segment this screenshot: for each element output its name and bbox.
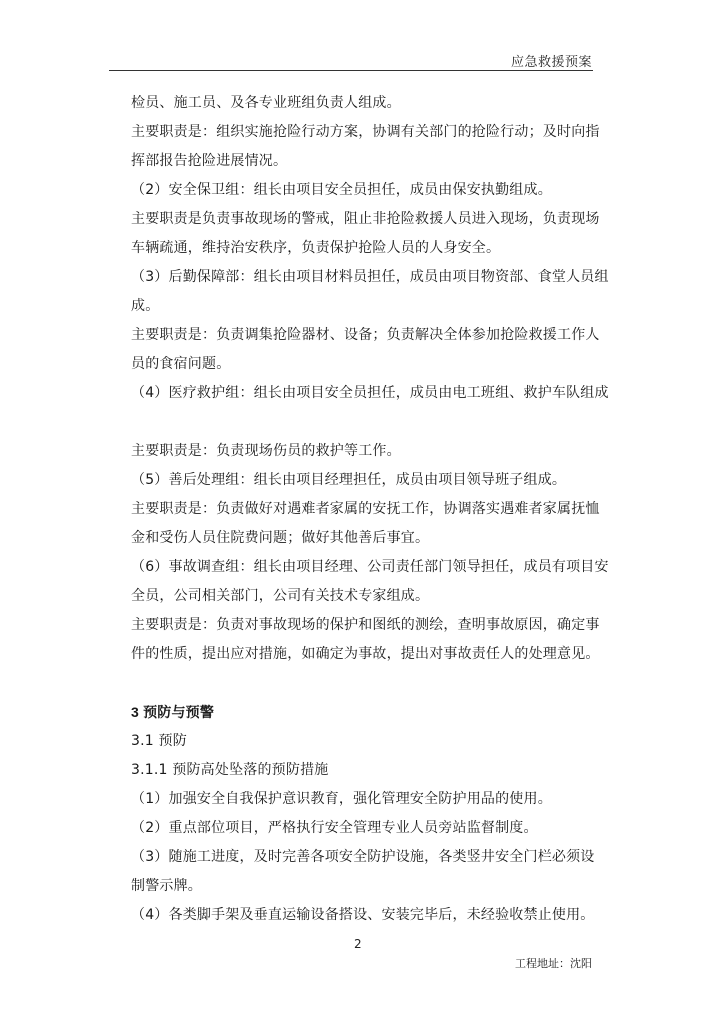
text-line: 件的性质，提出应对措施，如确定为事故，提出对事故责任人的处理意见。 [131, 646, 600, 662]
header-title: 应急救援预案 [510, 55, 592, 70]
subsection-heading: 3.1 预防 [131, 733, 187, 749]
text-line: （3）随施工进度，及时完善各项安全防护设施，各类竖井安全门栏必须设 [131, 849, 595, 865]
text-line: 金和受伤人员住院费问题；做好其他善后事宜。 [131, 530, 430, 546]
text-line: 成。 [131, 298, 160, 314]
text-line: 主要职责是：负责对事故现场的保护和图纸的测绘，查明事故原因，确定事 [131, 617, 600, 633]
section-heading: 3 预防与预警 [131, 704, 215, 720]
text-line: 车辆疏通，维持治安秩序，负责保护抢险人员的人身安全。 [131, 240, 501, 256]
text-line: （2）安全保卫组：组长由项目安全员担任，成员由保安执勤组成。 [131, 182, 552, 198]
text-line: （4）医疗救护组：组长由项目安全员担任，成员由电工班组、救护车队组成 [131, 385, 609, 401]
text-line: 主要职责是负责事故现场的警戒，阻止非抢险救援人员进入现场，负责现场 [131, 211, 600, 227]
text-line: （5）善后处理组：组长由项目经理担任，成员由项目领导班子组成。 [131, 472, 567, 488]
text-line: 主要职责是：负责调集抢险器材、设备；负责解决全体参加抢险救援工作人 [131, 327, 600, 343]
text-line: （1）加强安全自我保护意识教育，强化管理安全防护用品的使用。 [131, 791, 552, 807]
text-line: 全员，公司相关部门，公司有关技术专家组成。 [131, 588, 430, 604]
text-line: （6）事故调查组：组长由项目经理、公司责任部门领导担任，成员有项目安 [131, 559, 609, 575]
blank-line [131, 408, 615, 437]
page-number: 2 [354, 937, 362, 951]
subsection-heading: 3.1.1 预防高处坠落的预防措施 [131, 762, 329, 778]
text-line: （2）重点部位项目，严格执行安全管理专业人员旁站监督制度。 [131, 820, 538, 836]
text-line: 主要职责是：负责做好对遇难者家属的安抚工作，协调落实遇难者家属抚恤 [131, 501, 600, 517]
footer-address: 工程地址：沈阳 [515, 957, 592, 970]
text-line: 主要职责是：负责现场伤员的救护等工作。 [131, 443, 401, 459]
text-line: 主要职责是：组织实施抢险行动方案，协调有关部门的抢险行动；及时向指 [131, 124, 600, 140]
text-line: （4）各类脚手架及垂直运输设备搭设、安装完毕后，未经验收禁止使用。 [131, 907, 595, 923]
text-line: 员的食宿问题。 [131, 356, 231, 372]
body-text [131, 89, 615, 930]
blank-line [131, 669, 615, 698]
header-divider [109, 70, 593, 71]
text-line: （3）后勤保障部：组长由项目材料员担任，成员由项目物资部、食堂人员组 [131, 269, 609, 285]
text-line: 检员、施工员、及各专业班组负责人组成。 [131, 95, 401, 111]
text-line: 挥部报告抢险进展情况。 [131, 153, 288, 169]
text-line: 制警示牌。 [131, 878, 202, 894]
